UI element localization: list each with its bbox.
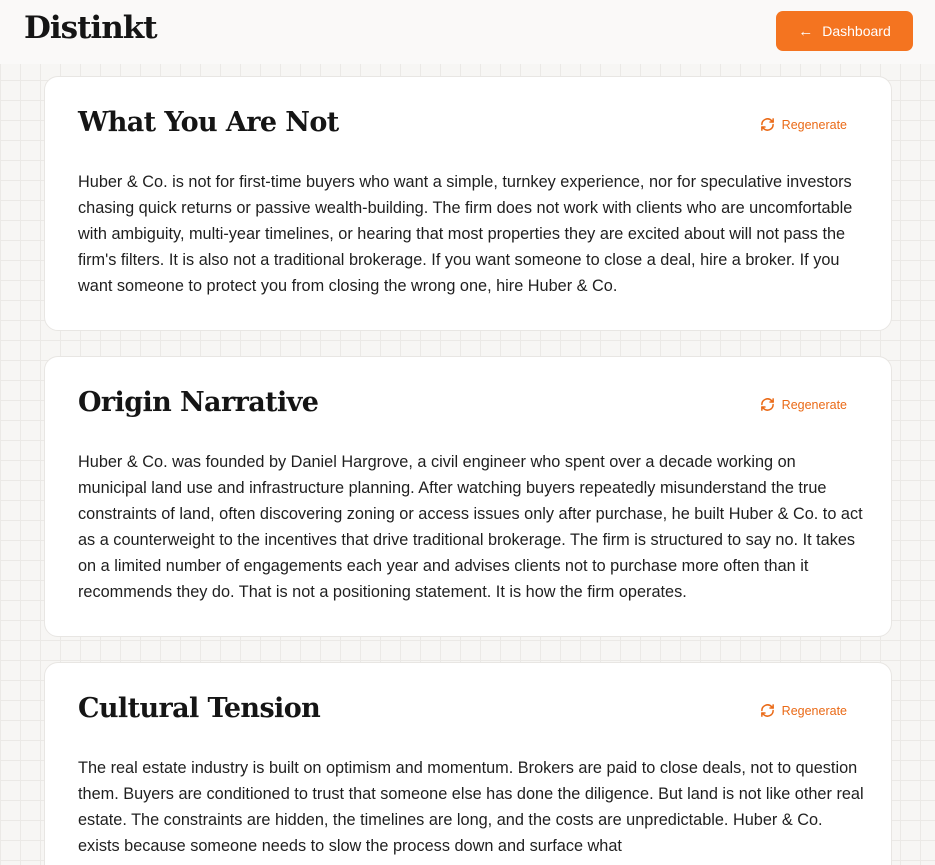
section-card-cultural-tension (44, 662, 892, 865)
app-logo: Distinkt (24, 10, 157, 46)
regenerate-button[interactable] (760, 117, 847, 132)
section-body: Huber & Co. is not for first-time buyers who want a simple, turnkey experience, nor for speculative investors chasing quick returns or passive wealth-building. The firm does not work with clients who are uncomfortable with ambiguity, multi-year timelines, or hearing that most properties they are excited about will not pass the firm's filters. It is also not a traditional brokerage. If you want someone to close a deal, hire a broker. If you want someone to protect you from closing the wrong one, hire Huber & Co. (78, 173, 853, 295)
regenerate-button[interactable] (760, 397, 847, 412)
section-body: The real estate industry is built on optimism and momentum. Brokers are paid to close deals, not to question them. Buyers are conditioned to trust that someone else has done the diligence. But land is not like other real estate. The constraints are hidden, the timelines are long, and the costs are unpredictable. Huber & Co. exists because someone needs to slow the process down and surface what (78, 759, 864, 855)
regenerate-label: Regenerate (781, 117, 847, 132)
refresh-icon (760, 397, 775, 412)
section-title: What You Are Not (78, 107, 339, 138)
refresh-icon (760, 117, 775, 132)
section-body: Huber & Co. was founded by Daniel Hargrove, a civil engineer who spent over a decade working on municipal land use and infrastructure planning. After watching buyers repeatedly misunderstand the true constraints of land, often discovering zoning or access issues only after purchase, he built Huber & Co. to act as a counterweight to the incentives that drive traditional brokerage. The firm is structured to say no. It takes on a limited number of engagements each year and advises clients not to purchase more often than it recommends they do. That is not a positioning statement. It is how the firm operates. (78, 453, 863, 601)
dashboard-button[interactable] (776, 11, 913, 51)
regenerate-label: Regenerate (781, 703, 847, 718)
section-card-origin-narrative (44, 356, 892, 637)
dashboard-button-label: Dashboard (822, 23, 891, 39)
section-title: Origin Narrative (78, 387, 319, 418)
regenerate-label: Regenerate (781, 397, 847, 412)
section-card-what-you-are-not (44, 76, 892, 331)
arrow-left-icon: ← (798, 22, 814, 40)
regenerate-button[interactable] (760, 703, 847, 718)
refresh-icon (760, 703, 775, 718)
top-bar (0, 0, 935, 64)
section-title: Cultural Tension (78, 693, 321, 724)
